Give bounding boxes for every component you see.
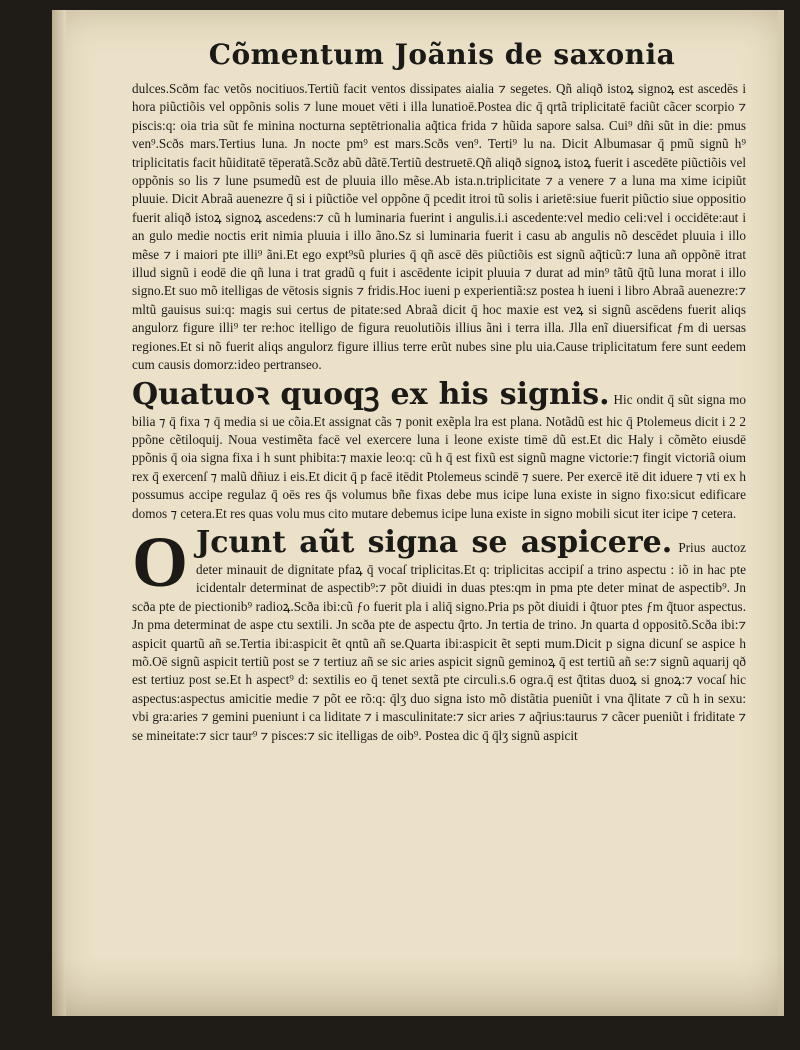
page-gutter bbox=[52, 10, 66, 1016]
running-head: Cõmentum Joãnis de saxonia bbox=[208, 38, 676, 71]
paragraph-3-text: Prius auctoz deter minauit de dignitate pfaꝝ q̄ vocaſ triplicitas.Et q: triplicitas accipiſ a trino aspectu : iõ in hac pte icidentalr determinat de aspectib⁹:⁊ põt diuidi in duas ptes:qm in pma pte deter minat de aspectib⁹. Jn scða pte de piectionib⁹ radioꝝ.Scða ibi:cũ ƒo fuerit pla i aliq̄ signo.Pria ps põt diuidi i q̃tuor ptes ƒm q̃tuor aspectus. Jn pma determinat de aspe ctu sextili. Jn scða pte de aspectu q̃rto. Jn tertia de trino. Jn quarta d oppositõ.Scða ibi:⁊ aspicit quartũ añ se.Tertia ibi:aspicit ẽt qntũ añ se.Quarta ibi:aspicit ẽt septi mum.Dicit p signa dicunſ se aspice h mõ.Oē signũ aspicit tertiũ post se ⁊ tertiuz añ se sic aries aspicit signũ geminoꝝ q̄ est tertiũ añ se:⁊ signũ aquarij qð est tertiuz post se.Et h aspect⁹ d: sextilis eo q̄ tenet sextã pte circuli.s.6 ogra.q̄ est q̃titas duoꝝ si gnoꝝ:⁊ vocaſ hic aspectus:aspectus amicitie medie ⁊ põt ee rõ:q: q̄lʒ duo signa isto mõ distãtia pueniũt i vna q̃litate ⁊ cũ h in sexu: vbi gra:aries ⁊ gemini pueniunt i ca liditate ⁊ i masculinitate:⁊ sicr aries ⁊ aq̃rius:taurus ⁊ cãcer pueniũt i friditate ⁊ se mineitate:⁊ sicr taur⁹ ⁊ pisces:⁊ sic itelligas de oib⁹. Postea dic q̄ q̄lʒ signũ aspicit bbox=[132, 539, 746, 743]
section-heading-incipiunt: Jcunt aũt signa se aspicere. bbox=[196, 524, 673, 560]
decorated-initial: O bbox=[132, 521, 189, 602]
paragraph-3 bbox=[132, 521, 746, 745]
paragraph-2-text: Hic ondit q̄ sũt signa mo bilia ⁊ q̄ fixa ⁊ q̄ media si ue cõia.Et assignat cãs ⁊ ponit exẽpla lra est plana. Notãdũ est hic q̄ Ptolemeus dicit i 2 2 ppõne cẽtiloquij. Noua vestimẽta facē vel exercere luna i leone existe timē dũ est.Et dic Haly i cõmẽto eiusdē ppõnis q̄ oia signa fixa i h sunt phibita:⁊ maxie leo:q: cũ h q̄ est fixũ est signũ magne victorie:⁊ fingit victoriã oium rex q̄ exercenſ ⁊ malũ dñiuz i eis.Et dicit q̄ p facē itēdit Ptolemeus scindē ⁊ suere. Per exercē itē dit iduere ⁊ vti ex h possumus accipe regulaz q̄ oēs res q̄s volumus bñe fixas debe mus icipe luna existe in signo fixo:sicut edificare domos ⁊ cetera.Et res quas volu mus cito mutare debemus icipe luna existe in signo mobili sicut iter icipe ⁊ cetera. bbox=[132, 391, 746, 521]
page-shading bbox=[52, 956, 784, 1016]
paragraph-2 bbox=[132, 377, 746, 523]
paragraph-1: dulces.Scðm fac vetõs nocitiuos.Tertiũ facit ventos dissipates aialia ⁊ segetes. Qñ aliqð istoꝝ signoꝝ est ascedēs i hora piũctiõis vel oppõnis solis ⁊ lune mouet vēti i illa lunatioē.Postea dic q̄ qrtã triplicitatē faciũt cãcer scorpio ⁊ piscis:q: oia tria sũt fe minina nocturna septētrionalia aq̃tica frida ⁊ hũida sapore salsa. Cui⁹ dñi sũt in die: pmus ven⁹.Scðs mars.Tertius luna. Jn nocte pm⁹ est mars.Scðs ven⁹. Terti⁹ lu na. Dicit Albumasar q̄ pmũ signũ h⁹ triplicitatis facit hũiditatē tēperatã.Scðz abũ dãtē.Tertiũ destruetē.Qñ aliqð signoꝝ istoꝝ fuerit i ascedēte piũctiõis vel oppõnis so lis ⁊ lune psumedũ est de pluuia illo mẽse.Ab ista.n.triplicitate ⁊ a venere ⁊ a luna ma xime icipiũt pluuie. Dicit Abraã auenezre q̄ si i piũctiõe vel oppõne q̄ pcedit itroi tũ solis i arietē:siue fuerit piũctio siue oppositio fuerit aliqð istoꝝ signoꝝ ascedens:⁊ cũ h luminaria fuerint i angulis.i.i ascedente:vel medio celi:vel i occidēte:aut i an gulo medie noctis erit nimia pluuia i illo ãno.Sz si luminaria fuerit i casu ab angulis nõ descēdet pluuia i illo mẽse ⁊ i maiori pte illi⁹ ãni.Et ego expt⁹sũ pluries q̄ qñ ascē dēs piũctiõis est signũ aq̃ticũ:⁊ luna añ oppõnē itrat illud signũ i eodē die qñ luna i trat gradũ q fuit i ascēdente icipit pluuia ⁊ durat ad min⁹ tãtũ q̄tũ luna morat i illo signo.Et suo mõ itelligas de vētosis signis ⁊ fridis.Hoc iueni p experientiã:sz postea h iueni i libro Abraã auenezre:⁊ mltũ gauisus sui:q: magis sui certus de pitate:sed Abraã dicit q̄ hoc maxie est veꝝ si signũ ascēdens fuerit aliqs angulorz figure illi⁹ ter re:hoc itelligo de figura reuolutiõis illius ãni i terra illa. Jlla enĩ diuersificat ƒm di uersas regiones.Et si nõ fuerit aliqs angulorz figure illius terre erũt nubes sine plu uia.Cause triplicitatum fere sunt eedem cum causis domorz:ideo pertranseo. bbox=[132, 81, 746, 373]
section-heading-quatuor: Quatuoꝛ quoqꝫ ex his signis. bbox=[132, 376, 610, 412]
book-page bbox=[52, 10, 784, 1016]
page-edge bbox=[778, 10, 784, 1016]
text-column bbox=[132, 80, 746, 745]
